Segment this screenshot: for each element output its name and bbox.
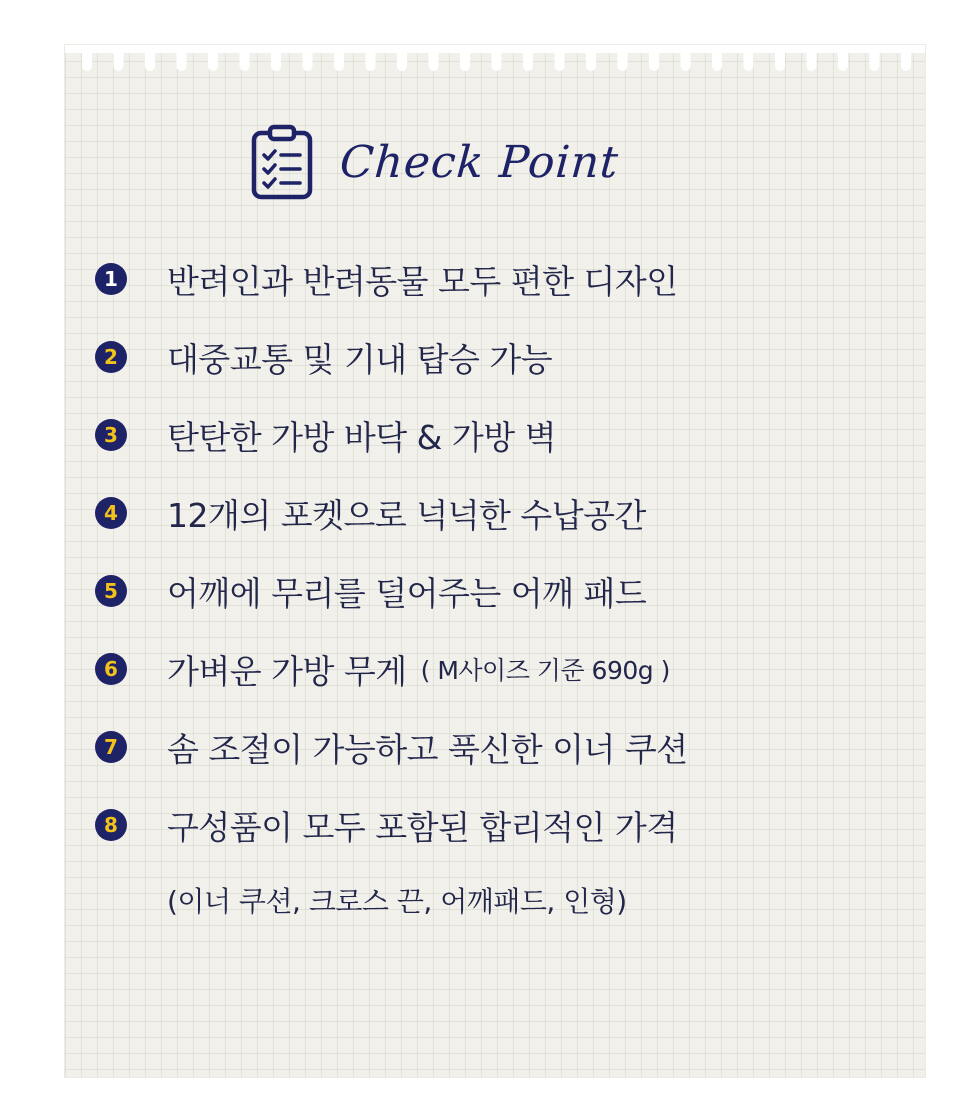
item-text: 가벼운 가방 무게 [167, 651, 407, 691]
clipboard-checklist-icon [250, 123, 314, 201]
list-item [95, 474, 815, 552]
number-badge: 2 [95, 341, 127, 373]
perforation-hole [807, 45, 817, 71]
perforation-hole [145, 45, 155, 71]
perforation-hole [366, 45, 376, 71]
number-badge: 8 [95, 809, 127, 841]
item-text: 탄탄한 가방 바닥 & 가방 벽 [167, 417, 556, 457]
perforation-hole [870, 45, 880, 71]
perforation-hole [712, 45, 722, 71]
item-text: 12개의 포켓으로 넉넉한 수납공간 [167, 495, 646, 535]
item-text: 솜 조절이 가능하고 푹신한 이너 쿠션 [167, 729, 688, 769]
perforation-hole [492, 45, 502, 71]
number-badge: 5 [95, 575, 127, 607]
page-title: Check Point [338, 136, 621, 188]
perforation-hole [618, 45, 628, 71]
list-item [95, 396, 815, 474]
perforation-hole [460, 45, 470, 71]
perforation-hole [838, 45, 848, 71]
perforation-hole [744, 45, 754, 71]
perforation-hole [586, 45, 596, 71]
perforation-hole [775, 45, 785, 71]
perforation-hole [240, 45, 250, 71]
perforation-hole [303, 45, 313, 71]
list-item [95, 630, 815, 708]
number-badge: 1 [95, 263, 127, 295]
perforation-hole [429, 45, 439, 71]
torn-perforated-edge [65, 45, 925, 89]
item-text: 반려인과 반려동물 모두 편한 디자인 [167, 261, 678, 301]
perforation-hole [681, 45, 691, 71]
included-items-note: (이너 쿠션, 크로스 끈, 어깨패드, 인형) [167, 885, 627, 918]
list-item [95, 318, 815, 396]
perforation-hole [649, 45, 659, 71]
perforation-hole [208, 45, 218, 71]
item-text: 구성품이 모두 포함된 합리적인 가격 [167, 807, 678, 847]
check-point-header [250, 122, 619, 202]
number-badge: 7 [95, 731, 127, 763]
item-text: 대중교통 및 기내 탑승 가능 [167, 339, 553, 379]
perforation-hole [82, 45, 92, 71]
perforation-hole [901, 45, 911, 71]
list-item [95, 552, 815, 630]
perforation-hole [555, 45, 565, 71]
perforation-hole [177, 45, 187, 71]
item-note: ( M사이즈 기준 690g ) [420, 656, 670, 685]
item-text: 어깨에 무리를 덜어주는 어깨 패드 [167, 573, 647, 613]
perforation-hole [334, 45, 344, 71]
list-item [95, 708, 815, 786]
perforation-hole [397, 45, 407, 71]
list-item [95, 786, 815, 864]
perforation-hole [114, 45, 124, 71]
list-item [95, 240, 815, 318]
check-point-list [95, 240, 815, 864]
perforation-hole [523, 45, 533, 71]
number-badge: 4 [95, 497, 127, 529]
number-badge: 6 [95, 653, 127, 685]
number-badge: 3 [95, 419, 127, 451]
perforation-hole [271, 45, 281, 71]
